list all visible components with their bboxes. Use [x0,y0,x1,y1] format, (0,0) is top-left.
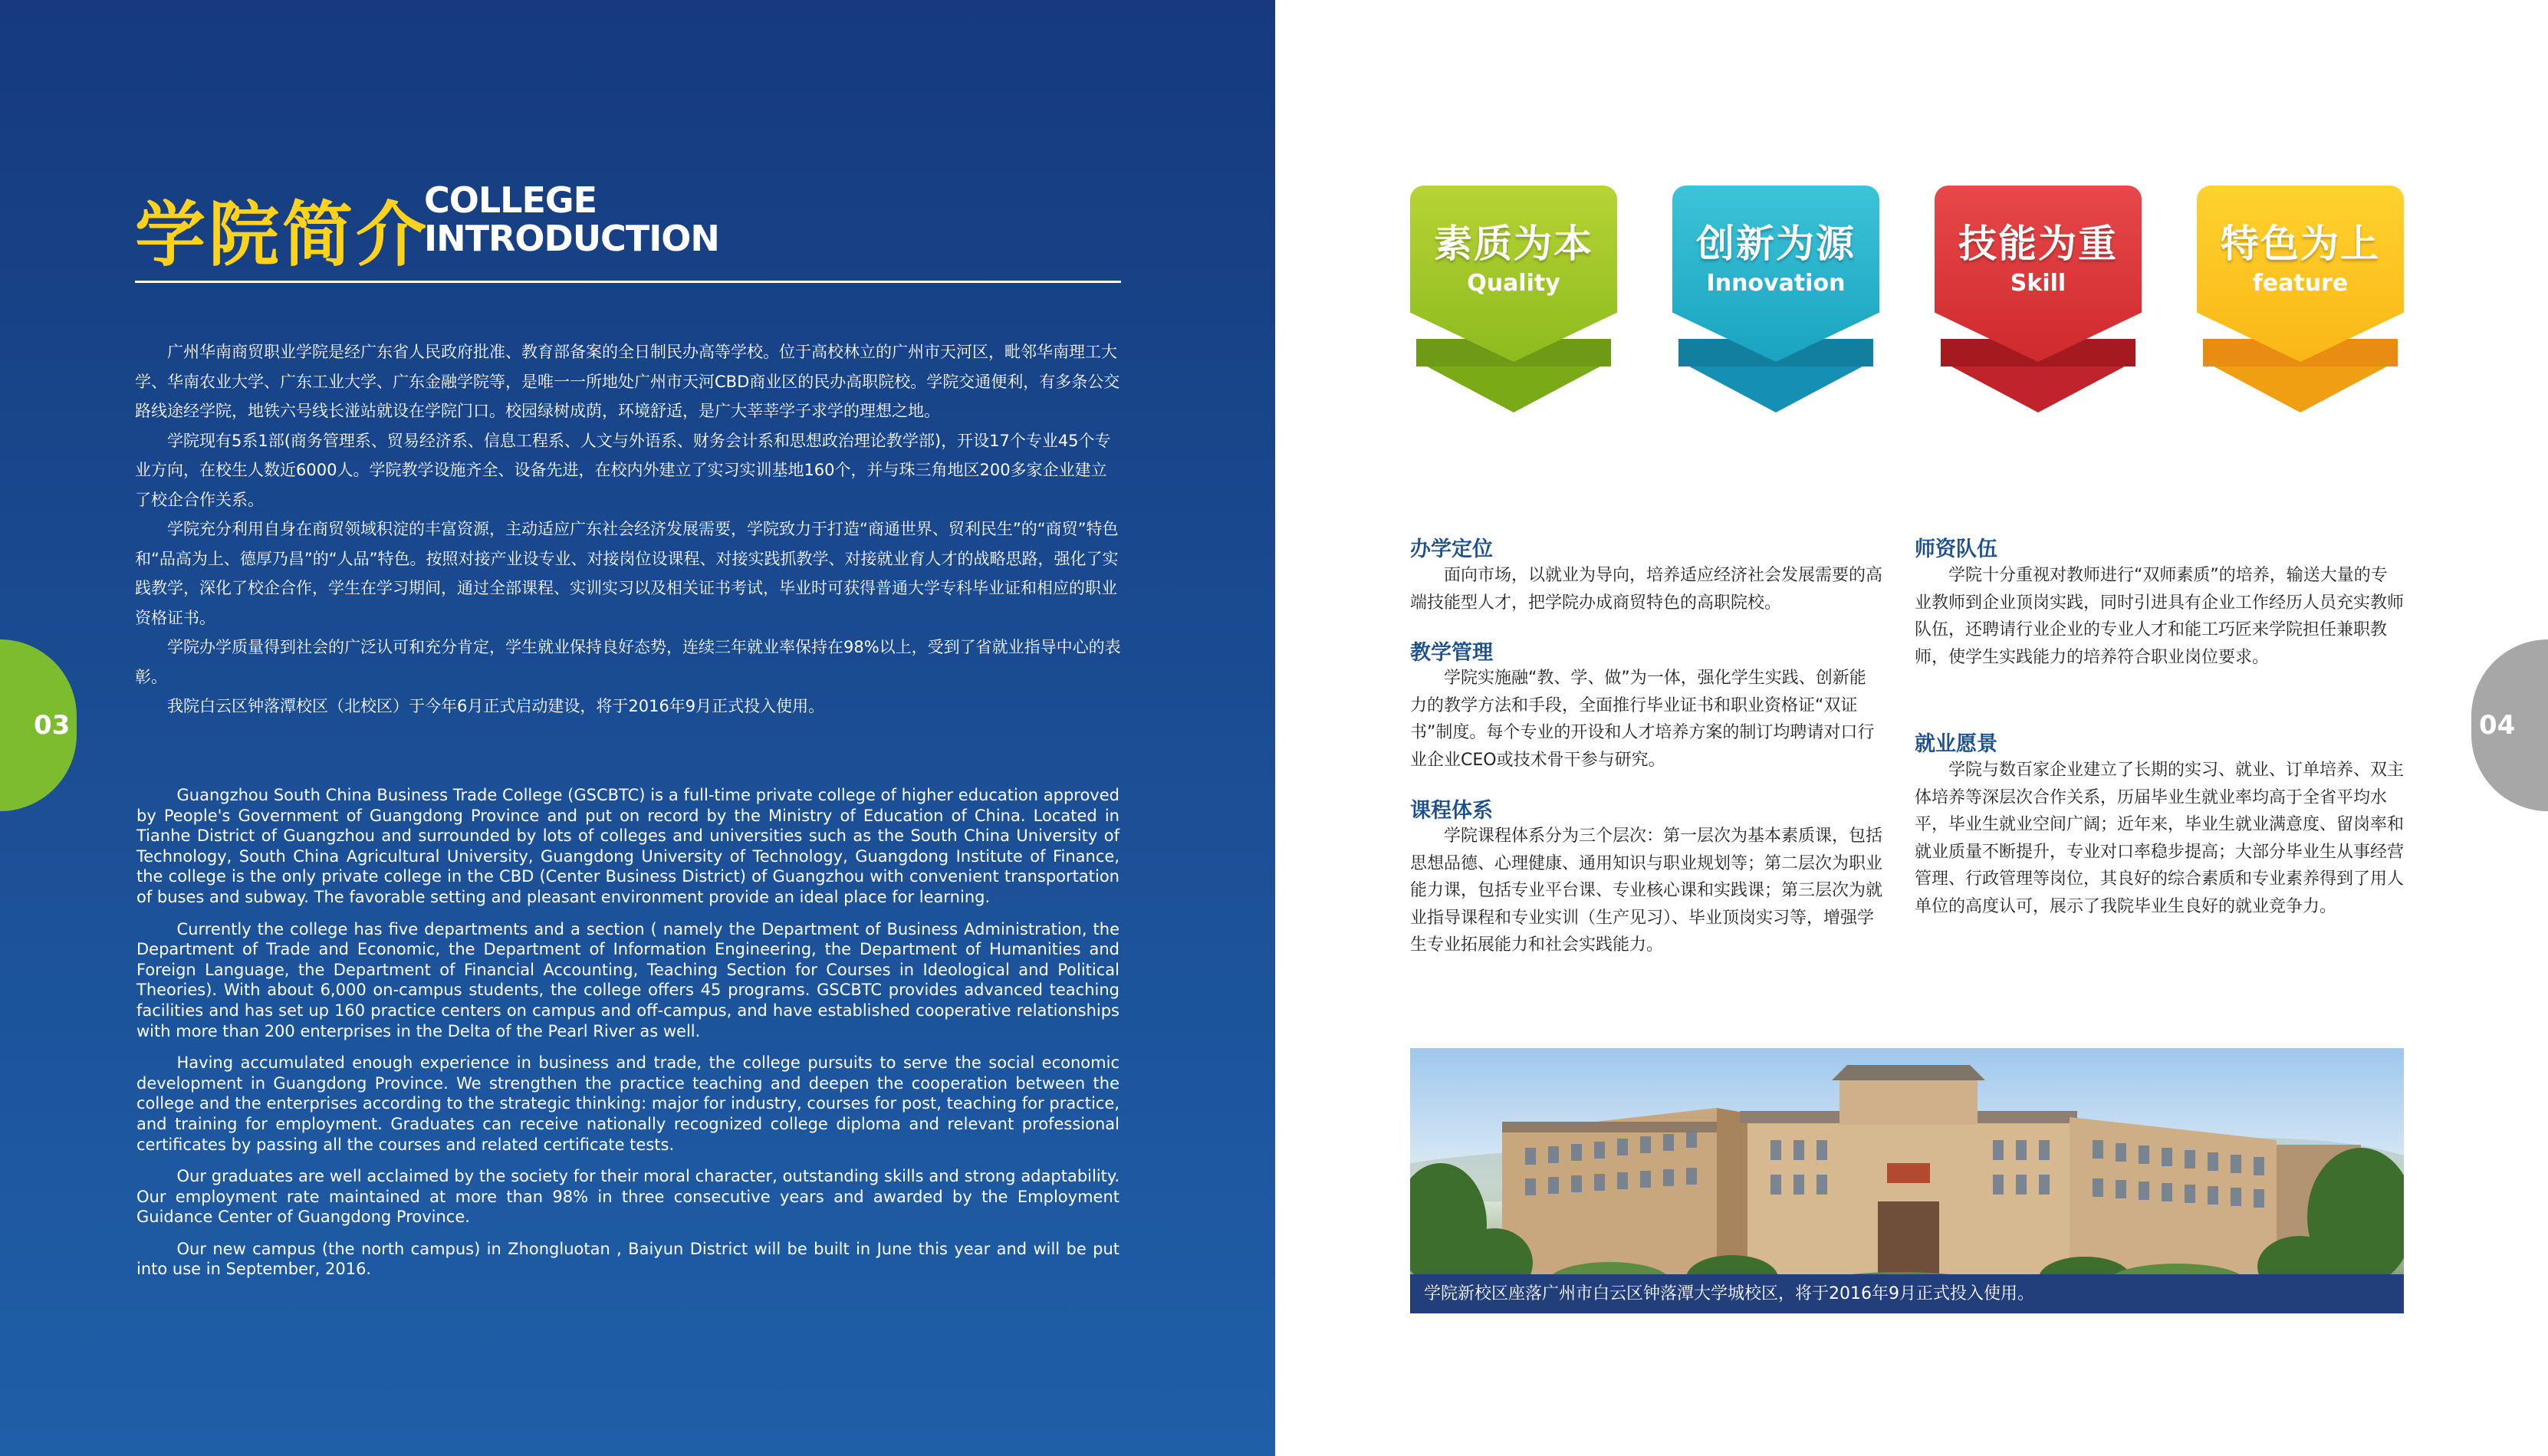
badge-title-en: Innovation [1706,270,1846,297]
badge-title-cn: 特色为上 [2221,222,2380,266]
section-text: 学院与数百家企业建立了长期的实习、就业、订单培养、双主体培养等深层次合作关系，历届毕业生就业率均高于全省平均水平，毕业生就业空间广阔；近年来，毕业生就业满意度、留岗率和就业质量不断提升，专业对口率稳步提高；大部分毕业生从事经营管理、行政管理等岗位，其良好的综合素质和专业素养得到了用人单位的高度认可，展示了我院毕业生良好的就业竞争力。 [1915,761,2405,916]
badge-title-en: Skill [2010,270,2066,297]
section-text: 学院十分重视对教师进行“双师素质”的培养，输送大量的专业教师到企业顶岗实践，同时引进具有企业工作经历人员充实教师队伍，还聘请行业企业的专业人才和能工巧匠来学院担任兼职教师，使学生实践能力的培养符合职业岗位要求。 [1915,566,2405,667]
intro-en-paragraph: Having accumulated enough experience in business and trade, the college pursuits to serve the social economic development in Guangdong Province. We strengthen the practice teaching and deepen the cooperation between the college and the enterprises according to the strategic thinking: major for industry, courses for post, teaching for practice, and training for employment. Graduates can receive nationally recognized college diploma and relevant professional certificates by passing all the courses and related certificate tests. [136,1053,1119,1154]
section-title-faculty: 师资队伍 [1915,537,1997,561]
badge-title-en: Quality [1467,270,1560,297]
badge-title-cn: 素质为本 [1434,222,1593,266]
section-title-teaching: 教学管理 [1410,641,1493,665]
intro-cn-paragraph: 广州华南商贸职业学院是经广东省人民政府批准、教育部备案的全日制民办高等学校。位于高校林立的广州市天河区，毗邻华南理工大学、华南农业大学、广东工业大学、广东金融学院等，是唯一一所地处广州市天河CBD商业区的民办高职院校。学院交通便利，有多条公交路线途经学院，地铁六号线长湴站就设在学院门口。校园绿树成荫，环境舒适，是广大莘莘学子求学的理想之地。 [135,343,1120,420]
section-body-faculty [1915,562,2404,671]
page-title-en-line1: COLLEGE [424,179,597,221]
intro-en-paragraph: Currently the college has five departments and a section ( namely the Department of Business Administration, the Department of Trade and Economic, the Department of Information Engineering, the Department of Humanities and Foreign Language, the Department of Financial Accounting, Teaching Section for Courses in Ideological and Political Theories). With about 6,000 on-campus students, the college offers 45 programs. GSCBTC provides advanced teaching facilities and has set up 160 practice centers on campus and off-campus, and have established cooperative relationships with more than 200 enterprises in the Delta of the Pearl River as well. [136,919,1119,1040]
intro-en-paragraph: Our new campus (the north campus) in Zhongluotan , Baiyun District will be built in June this year and will be put into use in September, 2016. [136,1239,1119,1279]
section-text: 面向市场，以就业为导向，培养适应经济社会发展需要的高端技能型人才，把学院办成商贸特色的高职院校。 [1410,566,1883,613]
badge-feature [2197,186,2404,416]
intro-en-paragraph: Our graduates are well acclaimed by the society for their moral character, outstanding skills and strong adaptability. Our employment rate maintained at more than 98% in three consecutive years and awarded by the Employment Guidance Center of Guangdong Province. [136,1167,1119,1227]
badge-title-cn: 创新为源 [1696,222,1856,266]
intro-cn-paragraph: 学院现有5系1部(商务管理系、贸易经济系、信息工程系、人文与外语系、财务会计系和思想政治理论教学部)，开设17个专业45个专业方向，在校生人数近6000人。学院教学设施齐全、设备先进，在校内外建立了实习实训基地160个，并与珠三角地区200多家企业建立了校企合作关系。 [135,431,1111,509]
intro-cn [135,337,1121,721]
page-title-cn: 学院简介 [135,194,430,276]
badge-skill [1935,186,2142,416]
badge-quality [1410,186,1617,416]
intro-en [136,785,1119,1291]
section-title-curriculum: 课程体系 [1410,799,1493,823]
section-text: 学院实施融“教、学、做”为一体，强化学生实践、创新能力的教学方法和手段，全面推行毕业证书和职业资格证“双证书”制度。每个专业的开设和人才培养方案的制订均聘请对口行业企业CEO或技术骨干参与研究。 [1410,669,1875,770]
title-divider [135,281,1121,283]
badge-title-cn: 技能为重 [1958,222,2118,266]
section-title-positioning: 办学定位 [1410,537,1493,561]
page-title-en [424,181,719,258]
photo-caption: 学院新校区座落广州市白云区钟落潭大学城校区，将于2016年9月正式投入使用。 [1410,1274,2404,1313]
badge-title-en: feature [2252,270,2349,297]
intro-cn-paragraph: 学院充分利用自身在商贸领域积淀的丰富资源，主动适应广东社会经济发展需要，学院致力于打造“商通世界、贸利民生”的“商贸”特色和“品高为上、德厚乃昌”的“人品”特色。按照对接产业设专业、对接岗位设课程、对接实践抓教学、对接就业育人才的战略思路，强化了实践教学，深化了校企合作，学生在学习期间，通过全部课程、实训实习以及相关证书考试，毕业时可获得普通大学专科毕业证和相应的职业资格证书。 [135,520,1119,627]
intro-en-paragraph: Guangzhou South China Business Trade College (GSCBTC) is a full-time private college of higher education approved by People's Government of Guangdong Province and put on record by the Ministry of Education of China. Located in Tianhe District of Guangzhou and surrounded by lots of colleges and universities such as the South China University of Technology, South China Agricultural University, Guangdong University of Technology, Guangdong Institute of Finance, the college is the only private college in the CBD (Center Business District) of Guangzhou with convenient transportation of buses and subway. The favorable setting and pleasant environment provide an ideal place for learning. [136,786,1119,906]
intro-cn-paragraph: 我院白云区钟落潭校区（北校区）于今年6月正式启动建设，将于2016年9月正式投入使用。 [167,697,825,715]
section-body-teaching [1410,665,1882,774]
section-body-positioning [1410,562,1882,616]
section-text: 学院课程体系分为三个层次：第一层次为基本素质课，包括思想品德、心理健康、通用知识与职业规划等；第二层次为职业能力课，包括专业平台课、专业核心课和实践课；第三层次为就业指导课程和专业实训（生产见习）、毕业顶岗实习等，增强学生专业拓展能力和社会实践能力。 [1410,827,1883,955]
section-body-curriculum [1410,823,1882,959]
page-number-left: 03 [0,639,77,811]
page-number-right: 04 [2471,639,2548,811]
intro-cn-paragraph: 学院办学质量得到社会的广泛认可和充分肯定，学生就业保持良好态势，连续三年就业率保持在98%以上，受到了省就业指导中心的表彰。 [135,638,1121,686]
section-body-employment [1915,757,2404,920]
badge-innovation [1672,186,1879,416]
section-title-employment: 就业愿景 [1915,732,1997,756]
page-title-en-line2: INTRODUCTION [424,218,719,259]
